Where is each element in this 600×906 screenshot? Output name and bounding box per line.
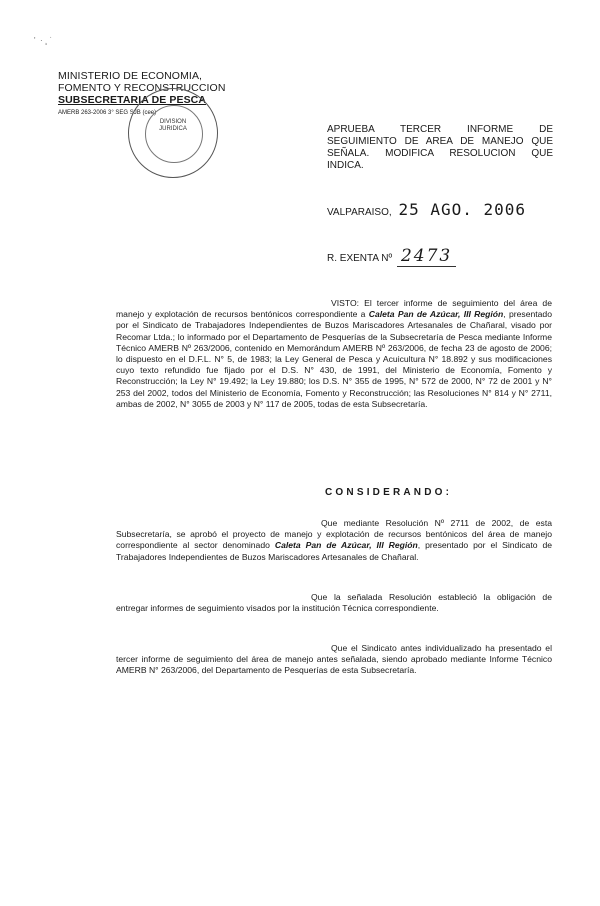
considerando-p1 <box>116 518 552 563</box>
seal-text: DIVISION JURIDICA <box>159 119 187 132</box>
stamped-date: 25 AGO. 2006 <box>398 200 527 219</box>
considerando-p3 <box>116 643 552 677</box>
reference-code: AMERB 263-2006 3° SEG SJB (cee) <box>58 110 157 116</box>
scan-specks: ' · ¸ ˙ <box>34 36 53 45</box>
ministry-line1: MINISTERIO DE ECONOMIA, <box>58 70 203 82</box>
subsecretaria-title: SUBSECRETARIA DE PESCA <box>58 94 207 106</box>
visto-place: Caleta Pan de Azúcar, III Región <box>368 309 504 320</box>
considerando-p2 <box>116 592 552 614</box>
c1-text-1: Que mediante Resolución Nº 2711 de 2002, de esta Subsecretaría, se aprobó el proyecto de manejo y explotación de recursos bentónicos del área de manejo correspondiente al sector denominado <box>116 518 552 551</box>
exenta-label: R. EXENTA Nº <box>327 253 393 264</box>
official-seal <box>128 88 218 178</box>
resolution-summary: APRUEBA TERCER INFORME DE SEGUIMIENTO DE AREA DE MANEJO QUE SEÑALA. MODIFICA RESOLUCION QUE INDICA. <box>327 124 553 171</box>
resolution-number <box>327 246 456 266</box>
visto-text-2: , presentado por el Sindicato de Trabajadores Independientes de Buzos Mariscadores Artesanales de Chañaral, visado por Recomar Ltda.; lo informado por el Departamento de Pesquerías de la Subsecretaría de Pesca mediante Informe Técnico AMERB Nº 263/2006, contenido en Memorándum AMERB Nº 263/2006, de fecha 23 de agosto de 2006; lo dispuesto en el D.F.L. N° 5, de 1983; la Ley General de Pesca y Acuicultura N° 18.892 y sus modificaciones cuyo texto refundido fue fijado por el D.S. N° 430, de 1991, del Ministerio de Economía, Fomento y Reconstrucción; la Ley N° 19.492; la Ley 19.880; los D.S. N° 355 de 1995, N° 572 de 2000, N° 72 de 2001 y N° 253 del 2002, todos del Ministerio de Economía, Fomento y Reconstrucción; las Resoluciones N° 814 y N° 2711, ambas de 2002, N° 3055 de 2003 y N° 117 de 2005, todas de esta Subsecretaría. <box>116 309 552 409</box>
c3-text: Que el Sindicato antes individualizado ha presentado el tercer informe de seguimiento del área de manejo antes señalada, siendo aprobado mediante Informe Técnico AMERB N° 263/2006, del Departamento de Pesquerías de esta Subsecretaría. <box>116 643 552 676</box>
c2-text: Que la señalada Resolución estableció la obligación de entregar informes de seguimiento visados por la institución Técnica correspondiente. <box>116 592 552 614</box>
c1-text-2: , presentado por el Sindicato de Trabajadores Independientes de Buzos Mariscadores Artesanales de Chañaral. <box>116 540 553 562</box>
c1-place: Caleta Pan de Azúcar, III Región <box>274 540 418 551</box>
considerando-heading: CONSIDERANDO: <box>325 487 453 498</box>
place-date <box>327 200 526 219</box>
ministry-line2: FOMENTO Y RECONSTRUCCION <box>58 82 226 94</box>
handwritten-number: 2473 <box>397 246 456 267</box>
visto-paragraph <box>116 298 552 410</box>
seal-inner-ring <box>145 105 203 163</box>
place-label: VALPARAISO, <box>327 207 392 218</box>
visto-text-1: VISTO: El tercer informe de seguimiento del área de manejo y explotación de recursos bentónicos correspondiente a <box>116 298 552 320</box>
